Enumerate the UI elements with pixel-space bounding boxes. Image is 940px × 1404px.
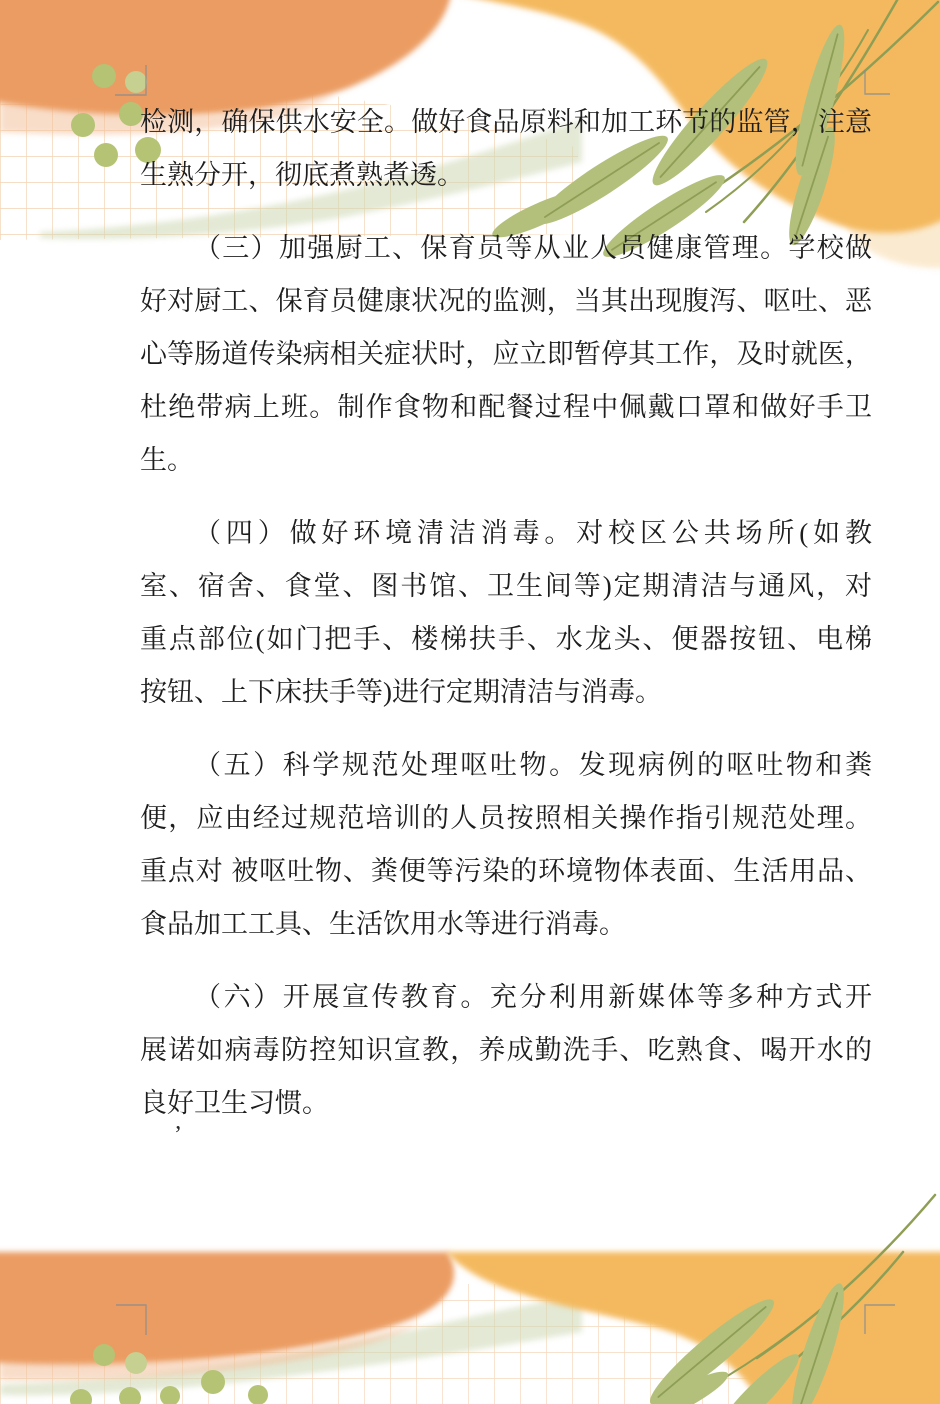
text-line: 良好卫生习惯。 <box>140 1088 329 1118</box>
paragraph-item-3 <box>140 222 872 487</box>
text-line: 心等肠道传染病相关症状时，应立即暂停其工作，及时就医， <box>140 339 872 369</box>
text-line: 重点对 被呕吐物、粪便等污染的环境物体表面、生活用品、 <box>140 856 872 886</box>
text-line: 重点部位(如门把手、楼梯扶手、水龙头、便器按钮、电梯 <box>140 624 872 654</box>
text-line: 室、宿舍、食堂、图书馆、卫生间等)定期清洁与通风，对 <box>140 571 872 601</box>
text-line: 食品加工工具、生活饮用水等进行消毒。 <box>140 909 626 939</box>
document-body <box>140 96 872 1130</box>
text-line: 便，应由经过规范培训的人员按照相关操作指引规范处理。 <box>140 803 872 833</box>
paragraph-item-6 <box>140 971 872 1130</box>
text-line: 杜绝带病上班。制作食物和配餐过程中佩戴口罩和做好手卫 <box>140 392 872 422</box>
text-line: 生熟分开，彻底煮熟煮透。 <box>140 160 464 190</box>
text-line: （四）做好环境清洁消毒。对校区公共场所(如教 <box>194 518 872 548</box>
stray-comma-mark: ’ <box>174 1122 182 1148</box>
text-line: （三）加强厨工、保育员等从业人员健康管理。学校做 <box>194 233 872 263</box>
text-line: 生。 <box>140 445 194 475</box>
paragraph-continuation <box>140 96 872 202</box>
text-line: 检测，确保供水安全。做好食品原料和加工环节的监管，注意 <box>140 107 872 137</box>
text-line: 按钮、上下床扶手等)进行定期清洁与消毒。 <box>140 677 662 707</box>
text-line: （五）科学规范处理呕吐物。发现病例的呕吐物和粪 <box>194 750 872 780</box>
text-line: 展诺如病毒防控知识宣教，养成勤洗手、吃熟食、喝开水的 <box>140 1035 872 1065</box>
text-line: 好对厨工、保育员健康状况的监测，当其出现腹泻、呕吐、恶 <box>140 286 872 316</box>
text-line: （六）开展宣传教育。充分利用新媒体等多种方式开 <box>194 982 872 1012</box>
paragraph-item-4 <box>140 507 872 719</box>
paragraph-item-5 <box>140 739 872 951</box>
